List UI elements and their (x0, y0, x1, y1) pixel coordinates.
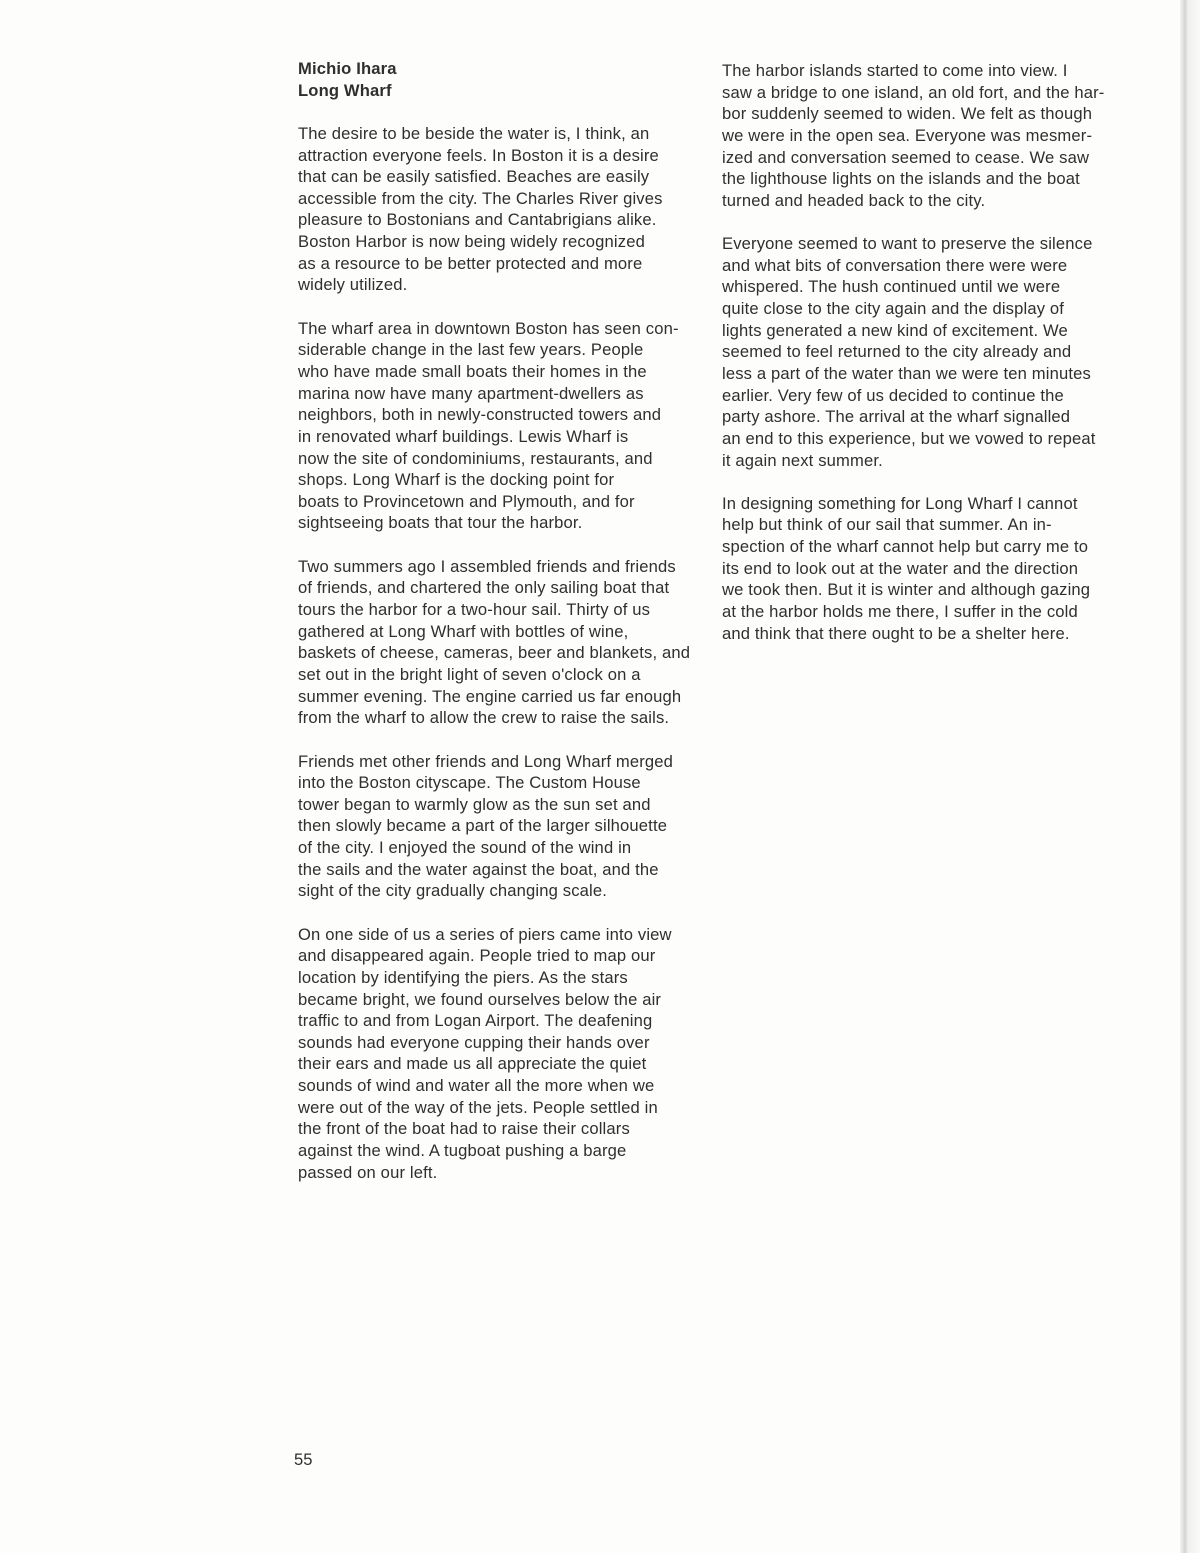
text-line: quite close to the city again and the display of (722, 299, 1065, 319)
text-line: earlier. Very few of us decided to continue the (722, 385, 1064, 405)
text-line: marina now have many apartment-dwellers as (298, 383, 644, 403)
text-line: location by identifying the piers. As the stars (298, 967, 628, 987)
text-line: less a part of the water than we were ten minutes (722, 363, 1091, 383)
right-column (722, 60, 1142, 666)
text-line: siderable change in the last few years. People (298, 340, 644, 360)
text-line: were out of the way of the jets. People settled in (298, 1097, 658, 1117)
text-line: and think that there ought to be a shelter here. (722, 623, 1070, 643)
text-line: tower began to warmly glow as the sun set and (298, 794, 651, 814)
page-edge-shadow (1180, 0, 1200, 1553)
text-line: into the Boston cityscape. The Custom House (298, 773, 641, 793)
text-line: of the city. I enjoyed the sound of the wind in (298, 838, 632, 858)
text-line: in renovated wharf buildings. Lewis Wharf is (298, 426, 629, 446)
text-line: the lighthouse lights on the islands and the boat (722, 169, 1080, 189)
text-line: passed on our left. (298, 1162, 438, 1182)
text-line: whispered. The hush continued until we were (722, 277, 1061, 297)
article-header (298, 58, 718, 101)
text-line: neighbors, both in newly-constructed towers and (298, 405, 662, 425)
text-line: tours the harbor for a two-hour sail. Thirty of us (298, 600, 651, 620)
page-number: 55 (294, 1450, 313, 1469)
text-line: as a resource to be better protected and more (298, 253, 643, 273)
text-line: seemed to feel returned to the city already and (722, 342, 1072, 362)
text-line: On one side of us a series of piers came into view (298, 924, 672, 944)
text-line: shops. Long Wharf is the docking point for (298, 470, 615, 490)
text-line: Friends met other friends and Long Wharf merged (298, 751, 674, 771)
text-line: set out in the bright light of seven o'clock on a (298, 664, 641, 684)
text-line: The desire to be beside the water is, I think, an (298, 123, 650, 143)
text-line: summer evening. The engine carried us far enough (298, 686, 682, 706)
text-line: gathered at Long Wharf with bottles of wine, (298, 621, 629, 641)
text-line: Everyone seemed to want to preserve the silence (722, 234, 1093, 254)
text-line: the front of the boat had to raise their collars (298, 1119, 630, 1139)
text-line: sounds had everyone cupping their hands over (298, 1032, 650, 1052)
text-line: accessible from the city. The Charles River gives (298, 188, 663, 208)
paragraph (722, 493, 1142, 644)
text-line: help but think of our sail that summer. An in- (722, 515, 1052, 535)
text-line: at the harbor holds me there, I suffer in the cold (722, 602, 1078, 622)
text-line: we took then. But it is winter and although gazing (722, 580, 1091, 600)
text-line: we were in the open sea. Everyone was mesmer- (722, 125, 1093, 145)
text-line: boats to Provincetown and Plymouth, and for (298, 491, 635, 511)
text-line: attraction everyone feels. In Boston it is a desire (298, 145, 659, 165)
paragraph (722, 233, 1142, 471)
article-title: Long Wharf (298, 80, 392, 100)
text-line: spection of the wharf cannot help but carry me to (722, 537, 1089, 557)
text-line: the sails and the water against the boat, and the (298, 859, 659, 879)
text-line: ized and conversation seemed to cease. We saw (722, 147, 1090, 167)
text-line: traffic to and from Logan Airport. The deafening (298, 1011, 653, 1031)
text-line: lights generated a new kind of excitement. We (722, 320, 1068, 340)
text-line: In designing something for Long Wharf I cannot (722, 493, 1078, 513)
text-line: The harbor islands started to come into view. I (722, 61, 1068, 80)
paragraph (298, 556, 718, 729)
text-line: The wharf area in downtown Boston has seen con- (298, 318, 679, 338)
text-line: of friends, and chartered the only sailing boat that (298, 578, 670, 598)
paragraph (298, 751, 718, 902)
paragraph (722, 60, 1142, 211)
text-line: became bright, we found ourselves below the air (298, 989, 662, 1009)
text-line: turned and headed back to the city. (722, 190, 986, 210)
text-line: who have made small boats their homes in the (298, 361, 647, 381)
text-line: pleasure to Bostonians and Cantabrigians alike. (298, 210, 657, 230)
text-line: sightseeing boats that tour the harbor. (298, 513, 583, 533)
text-line: an end to this experience, but we vowed to repeat (722, 428, 1096, 448)
text-line: their ears and made us all appreciate the quiet (298, 1054, 647, 1074)
text-line: and what bits of conversation there were were (722, 255, 1068, 275)
text-line: sight of the city gradually changing scale. (298, 881, 608, 901)
paragraph (298, 318, 718, 534)
paragraph (298, 924, 718, 1184)
text-line: then slowly became a part of the larger silhouette (298, 816, 668, 836)
left-column (298, 58, 718, 1205)
text-line: from the wharf to allow the crew to raise the sails. (298, 708, 670, 728)
text-line: and disappeared again. People tried to map our (298, 946, 656, 966)
text-line: now the site of condominiums, restaurants, and (298, 448, 653, 468)
text-line: against the wind. A tugboat pushing a barge (298, 1141, 627, 1161)
text-line: Two summers ago I assembled friends and friends (298, 556, 676, 576)
text-line: bor suddenly seemed to widen. We felt as though (722, 104, 1093, 124)
text-line: widely utilized. (298, 275, 408, 295)
text-line: Boston Harbor is now being widely recognized (298, 232, 645, 252)
text-line: sounds of wind and water all the more when we (298, 1076, 655, 1096)
author-name: Michio Ihara (298, 59, 397, 78)
text-line: it again next summer. (722, 450, 883, 470)
text-line: saw a bridge to one island, an old fort, and the har- (722, 82, 1105, 102)
paragraph (298, 123, 718, 296)
text-line: that can be easily satisfied. Beaches are easily (298, 167, 650, 187)
text-line: its end to look out at the water and the direction (722, 558, 1079, 578)
text-line: baskets of cheese, cameras, beer and blankets, and (298, 643, 691, 663)
text-line: party ashore. The arrival at the wharf signalled (722, 407, 1071, 427)
